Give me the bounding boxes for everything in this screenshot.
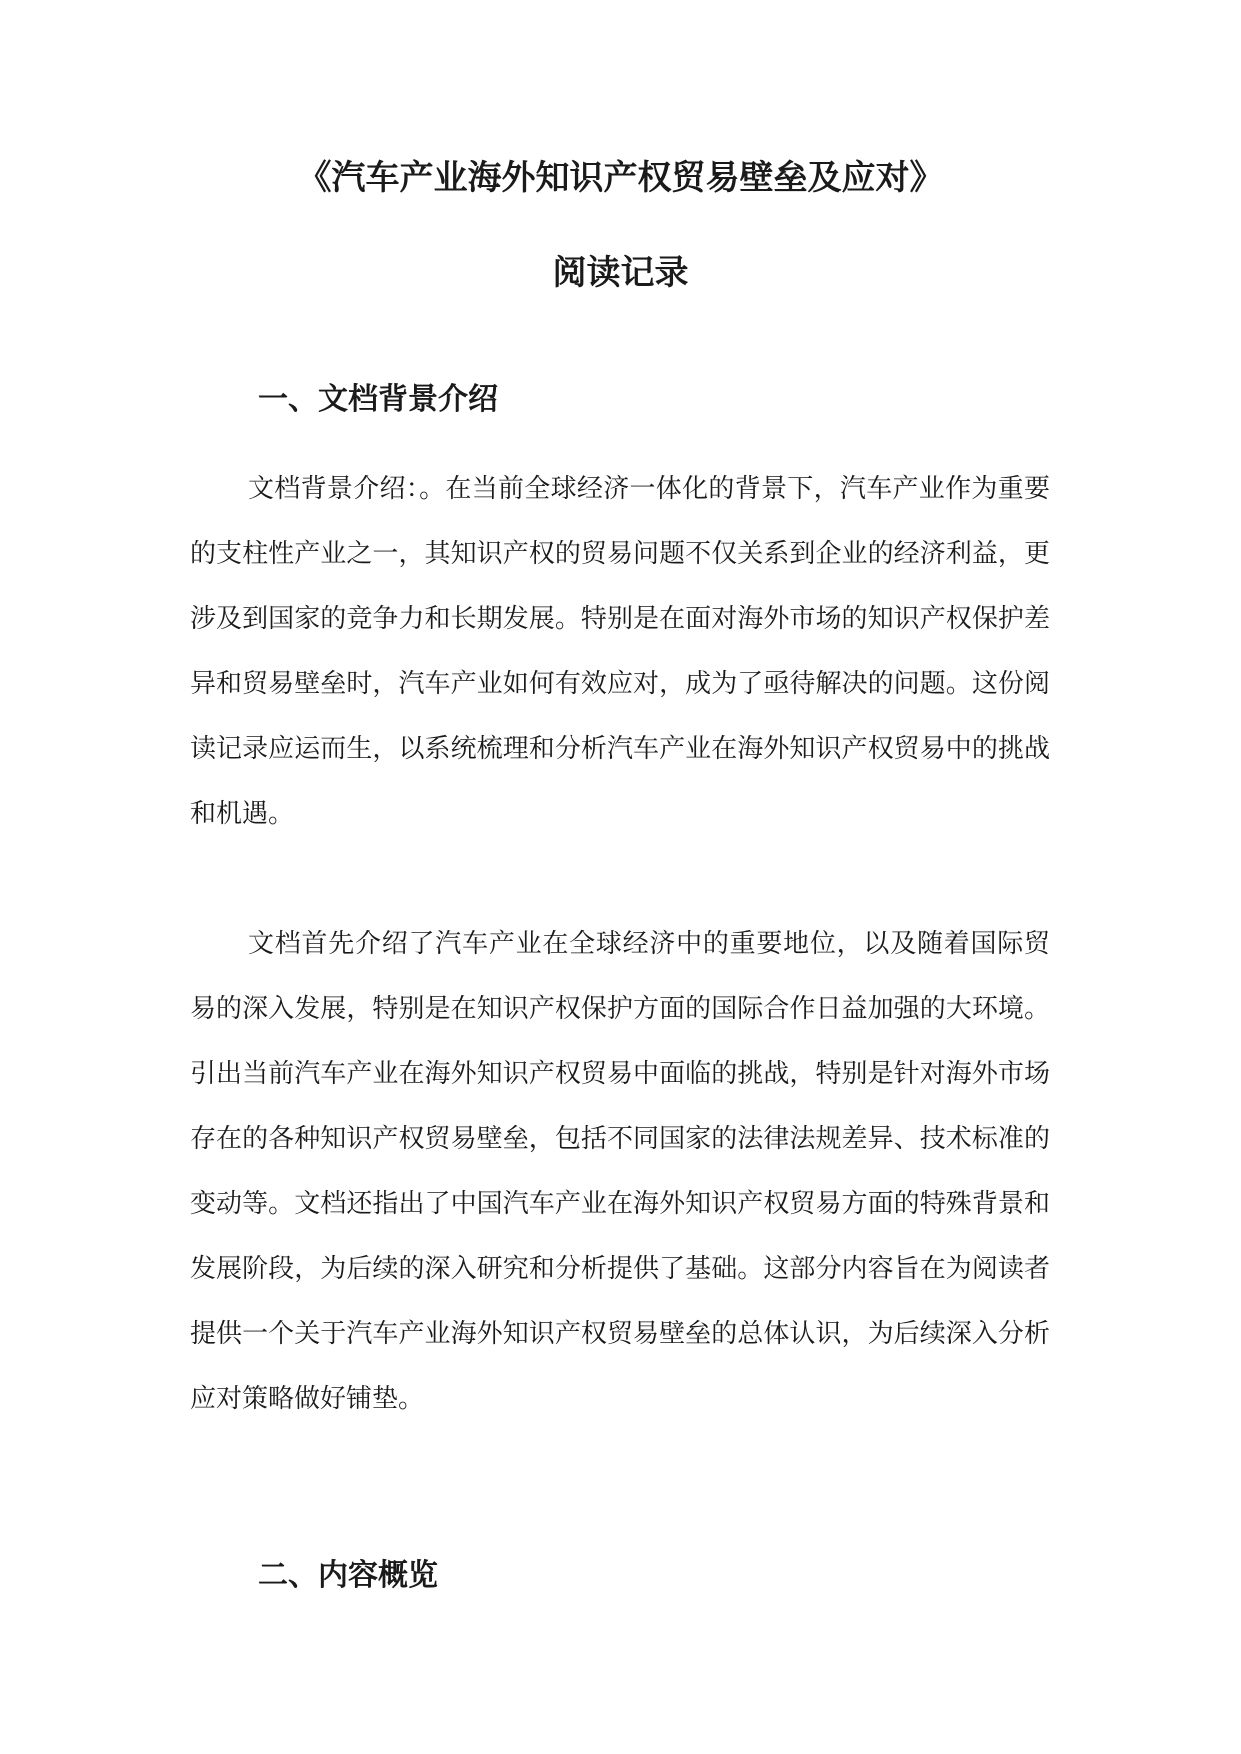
- section-heading-overview: 二、内容概览: [258, 1558, 438, 1593]
- paragraph-background-intro: 文档背景介绍：。在当前全球经济一体化的背景下，汽车产业作为重要的支柱性产业之一，其知识产权的贸易问题不仅关系到企业的经济利益，更涉及到国家的竞争力和长期发展。特别是在面对海外市场的知识产权保护差异和贸易壁垒时，汽车产业如何有效应对，成为了亟待解决的问题。这份阅读记录应运而生，以系统梳理和分析汽车产业在海外知识产权贸易中的挑战和机遇。: [190, 474, 1050, 829]
- document-title: 《汽车产业海外知识产权贸易壁垒及应对》: [297, 158, 944, 198]
- document-subtitle: 阅读记录: [552, 253, 689, 293]
- paragraph-background-detail: 文档首先介绍了汽车产业在全球经济中的重要地位，以及随着国际贸易的深入发展，特别是在知识产权保护方面的国际合作日益加强的大环境。引出当前汽车产业在海外知识产权贸易中面临的挑战，特别是针对海外市场存在的各种知识产权贸易壁垒，包括不同国家的法律法规差异、技术标准的变动等。文档还指出了中国汽车产业在海外知识产权贸易方面的特殊背景和发展阶段，为后续的深入研究和分析提供了基础。这部分内容旨在为阅读者提供一个关于汽车产业海外知识产权贸易壁垒的总体认识，为后续深入分析应对策略做好铺垫。: [190, 929, 1050, 1414]
- section-heading-background: 一、文档背景介绍: [258, 382, 498, 417]
